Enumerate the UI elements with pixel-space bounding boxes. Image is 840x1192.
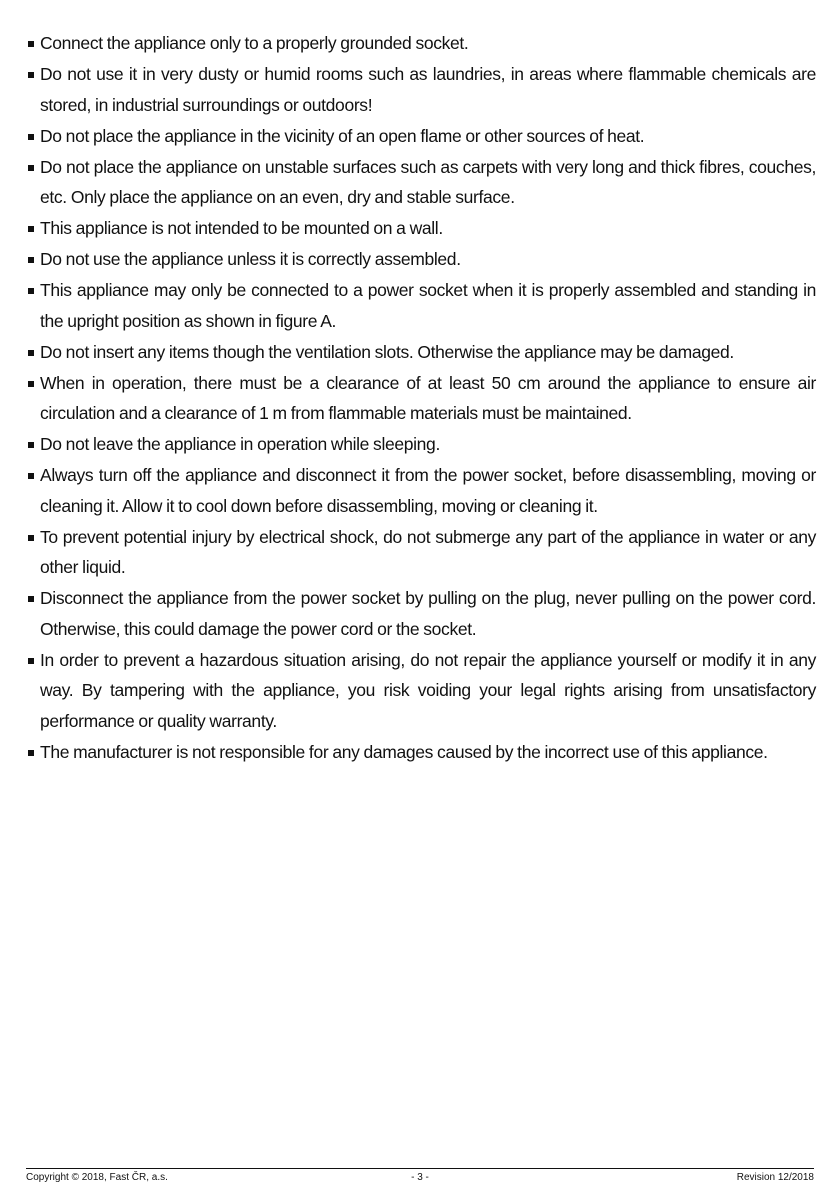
list-item-text: To prevent potential injury by electrical shock, do not submerge any part of the appliance in water or any other liquid.	[40, 526, 816, 577]
list-item	[28, 28, 816, 59]
safety-instructions-list	[28, 28, 816, 767]
square-bullet-icon	[28, 41, 34, 47]
revision-label: Revision 12/2018	[736, 1172, 814, 1183]
square-bullet-icon	[28, 226, 34, 232]
list-item-text: Do not place the appliance on unstable surfaces such as carpets with very long and thick fibres, couches, etc. Only place the appliance on an even, dry and stable surface.	[40, 156, 816, 207]
square-bullet-icon	[28, 596, 34, 602]
list-item	[28, 737, 816, 768]
square-bullet-icon	[28, 134, 34, 140]
square-bullet-icon	[28, 165, 34, 171]
copyright-notice: Copyright © 2018, Fast ČR, a.s.	[26, 1172, 168, 1183]
list-item	[28, 368, 816, 429]
list-item	[28, 460, 816, 521]
list-item	[28, 244, 816, 275]
square-bullet-icon	[28, 750, 34, 756]
list-item-text: The manufacturer is not responsible for any damages caused by the incorrect use of this appliance.	[40, 741, 768, 762]
list-item-text: This appliance is not intended to be mounted on a wall.	[40, 218, 443, 238]
page-number: - 3 -	[411, 1172, 429, 1183]
list-item-text: This appliance may only be connected to a power socket when it is properly assembled and standing in the upright position as shown in figure A.	[40, 280, 816, 331]
list-item	[28, 583, 816, 644]
list-item	[28, 275, 816, 336]
list-item-text: Always turn off the appliance and disconnect it from the power socket, before disassembling, moving or cleaning it. Allow it to cool down before disassembling, moving or cleaning it.	[40, 465, 816, 516]
list-item	[28, 645, 816, 737]
document-body	[28, 28, 816, 768]
list-item	[28, 121, 816, 152]
square-bullet-icon	[28, 535, 34, 541]
square-bullet-icon	[28, 288, 34, 294]
square-bullet-icon	[28, 350, 34, 356]
page-footer	[26, 1168, 814, 1186]
square-bullet-icon	[28, 257, 34, 263]
list-item-text: Disconnect the appliance from the power socket by pulling on the plug, never pulling on the power cord. Otherwise, this could damage the power cord or the socket.	[40, 588, 816, 639]
list-item-text: Do not use it in very dusty or humid rooms such as laundries, in areas where flammable chemicals are stored, in industrial surroundings or outdoors!	[40, 64, 816, 115]
square-bullet-icon	[28, 658, 34, 664]
square-bullet-icon	[28, 381, 34, 387]
list-item-text: Do not insert any items though the ventilation slots. Otherwise the appliance may be damaged.	[40, 341, 734, 362]
list-item	[28, 522, 816, 583]
list-item-text: Connect the appliance only to a properly grounded socket.	[40, 33, 469, 53]
list-item-text: Do not place the appliance in the vicinity of an open flame or other sources of heat.	[40, 125, 645, 146]
list-item	[28, 152, 816, 213]
list-item	[28, 337, 816, 368]
list-item-text: When in operation, there must be a clearance of at least 50 cm around the appliance to ensure air circulation and a clearance of 1 m from flammable materials must be maintained.	[40, 372, 816, 423]
square-bullet-icon	[28, 72, 34, 78]
list-item	[28, 213, 816, 244]
list-item-text: Do not use the appliance unless it is correctly assembled.	[40, 249, 461, 269]
list-item-text: In order to prevent a hazardous situation arising, do not repair the appliance yourself or modify it in any way. By tampering with the appliance, you risk voiding your legal rights arising from unsatisfactory performance or quality warranty.	[40, 649, 816, 731]
square-bullet-icon	[28, 473, 34, 479]
square-bullet-icon	[28, 442, 34, 448]
list-item	[28, 59, 816, 120]
list-item	[28, 429, 816, 460]
list-item-text: Do not leave the appliance in operation while sleeping.	[40, 434, 440, 454]
